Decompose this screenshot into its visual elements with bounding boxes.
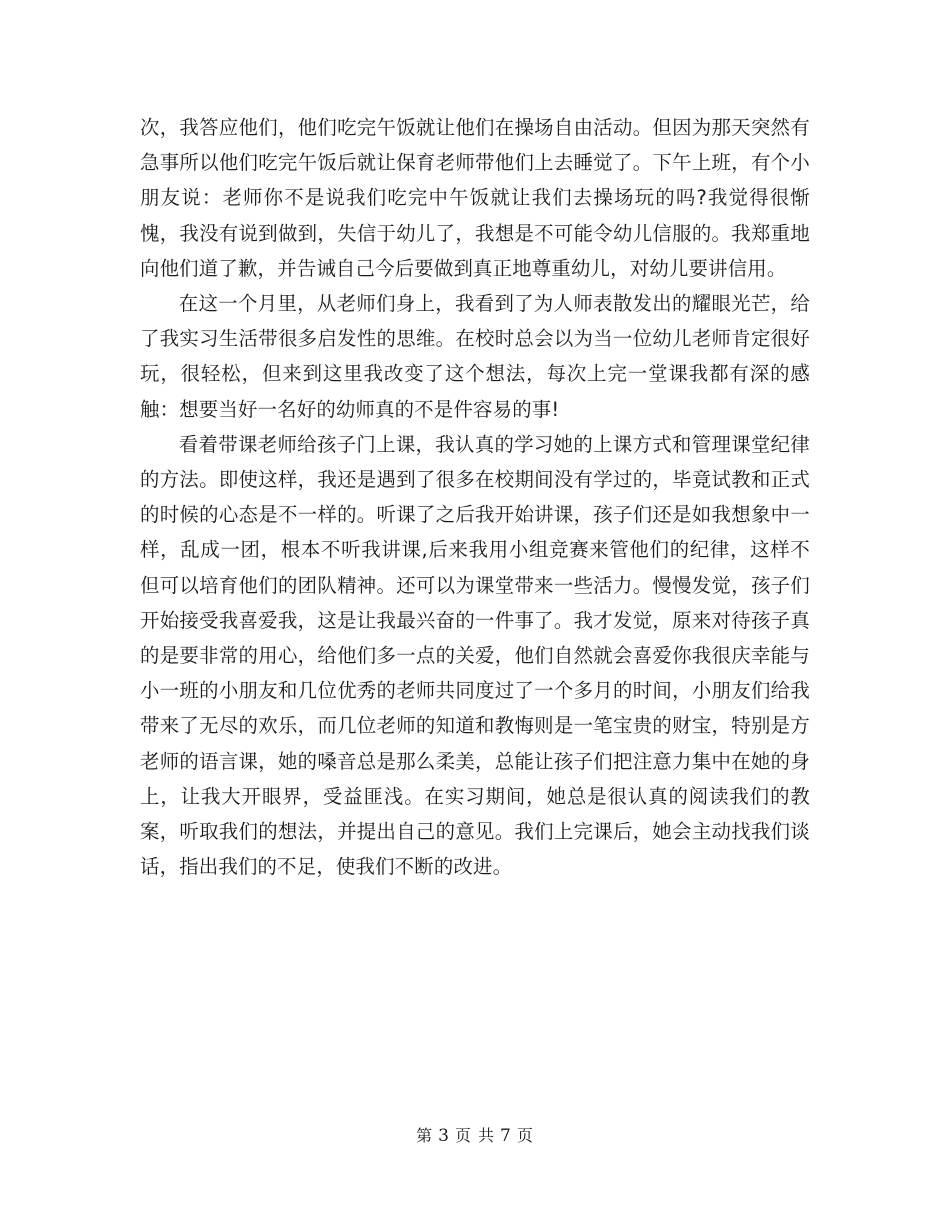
paragraph-class-experience: 看着带课老师给孩子门上课，我认真的学习她的上课方式和管理课堂纪律的方法。即使这样，我还是遇到了很多在校期间没有学过的，毕竟试教和正式的时候的心态是不一样的。听课了之后我开始讲课，孩子们还是如我想象中一样，乱成一团，根本不听我讲课,后来我用小组竞赛来管他们的纪律，这样不但可以培育他们的团队精神。还可以为课堂带来一些活力。慢慢发觉，孩子们开始接受我喜爱我，这是让我最兴奋的一件事了。我才发觉，原来对待孩子真的是要非常的用心，给他们多一点的关爱，他们自然就会喜爱你我很庆幸能与小一班的小朋友和几位优秀的老师共同度过了一个多月的时间，小朋友们给我带来了无尽的欢乐，而几位老师的知道和教悔则是一笔宝贵的财宝，特别是方老师的语言课，她的嗓音总是那么柔美，总能让孩子们把注意力集中在她的身上，让我大开眼界，受益匪浅。在实习期间，她总是很认真的阅读我们的教案，听取我们的想法，并提出自己的意见。我们上完课后，她会主动找我们谈话，指出我们的不足，使我们不断的改进。 — [140, 432, 810, 879]
footer-middle: 页 共 — [454, 1126, 496, 1145]
footer-page-number: 3 — [438, 1126, 450, 1146]
document-body — [140, 110, 810, 884]
paragraph-teachers-example: 在这一个月里，从老师们身上，我看到了为人师表散发出的耀眼光芒，给了我实习生活带很多启发性的思维。在校时总会以为当一位幼儿老师肯定很好玩，很轻松，但来到这里我改变了这个想法，每次上完一堂课我都有深的感触：想要当好一名好的幼师真的不是件容易的事! — [140, 292, 810, 421]
page-footer — [0, 1126, 950, 1146]
footer-prefix: 第 — [416, 1126, 434, 1145]
footer-suffix: 页 — [516, 1126, 534, 1145]
footer-total-pages: 7 — [500, 1126, 512, 1146]
paragraph-continuation: 次，我答应他们，他们吃完午饭就让他们在操场自由活动。但因为那天突然有急事所以他们吃完午饭后就让保育老师带他们上去睡觉了。下午上班，有个小朋友说：老师你不是说我们吃完中午饭就让我们去操场玩的吗?我觉得很惭愧，我没有说到做到，失信于幼儿了，我想是不可能令幼儿信服的。我郑重地向他们道了歉，并告诫自己今后要做到真正地尊重幼儿，对幼儿要讲信用。 — [140, 116, 810, 280]
